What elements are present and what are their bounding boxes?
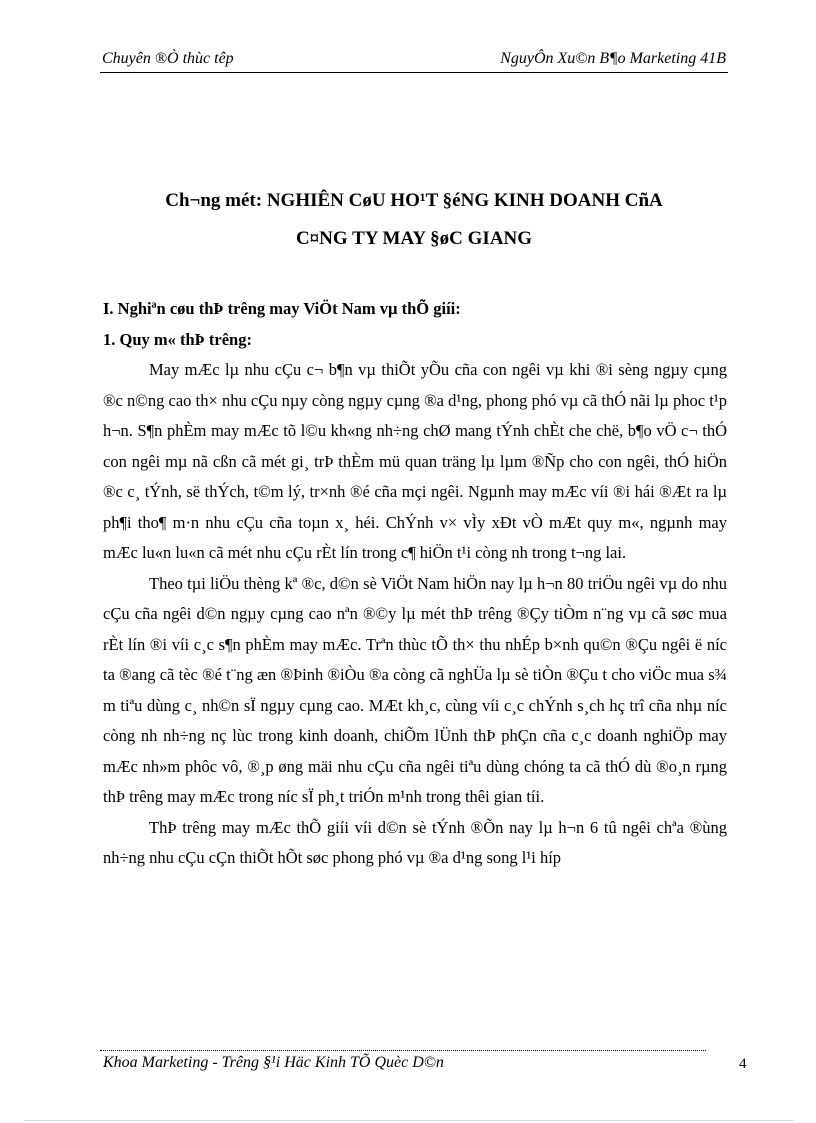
paragraph: ThÞ trêng may mÆc thÕ giíi víi d©n sè tÝnh ®Õn nay lµ h¬n 6 tû ngêi chªa ®ùng nh÷ng nhu cÇu cÇn thiÕt hÕt søc phong phó vµ ®a d¹ng song l¹i híp bbox=[103, 817, 727, 867]
page-number: 4 bbox=[739, 1056, 747, 1072]
header-author: NguyÔn Xu©n B¶o Marketing 41B bbox=[500, 50, 726, 67]
header-topic: Chuyên ®Ò thùc têp bbox=[102, 50, 234, 67]
document-body bbox=[103, 294, 727, 874]
chapter-title-line-1: Ch¬ng mét: NGHIÊN CøU HO¹T §éNG KINH DOANH CñA bbox=[165, 190, 663, 211]
chapter-title bbox=[100, 182, 728, 258]
subsection-heading: 1. Quy m« thÞ trêng: bbox=[103, 329, 252, 349]
page-header bbox=[100, 50, 728, 73]
footer-text: Khoa Marketing - Trêng §¹i Häc Kinh TÕ Quèc D©n bbox=[103, 1054, 444, 1071]
chapter-title-line-2: C¤NG TY MAY §øC GIANG bbox=[295, 228, 533, 249]
paragraph: May mÆc lµ nhu cÇu c¬ b¶n vµ thiÕt yÕu cña con ngêi vµ khi ®i sèng ngµy cµng ®c n©ng cao th× nhu cÇu nµy còng ngµy cµng ®a d¹ng, phong phó vµ cã thÓ nãi lµ phoc t¹p h¬n. S¶n phÈm may mÆc tõ l©u kh«ng nh÷ng chØ mang tÝnh chÈt che chë, b¶o vÖ c¬ thÓ con ngêi mµ nã cßn cã mét gi¸ trÞ thÈm mü quan träng lµ lµm ®Ñp cho con ngêi, thÓ hiÖn ®c c¸ tÝnh, së thÝch, t©m lý, tr×nh ®é cña mçi ngêi. Ngµnh may mÆc víi ®i hái ®Æt ra lµ ph¶i tho¶ m·n nhu cÇu cña toµn x¸ héi. ChÝnh v× vÌy xÐt vÒ mÆt quy m«, ngµnh may mÆc lu«n lu«n cã mét nhu cÇu rÈt lín trong c¶ hiÖn t¹i còng nh trong t¬ng lai. bbox=[103, 360, 727, 562]
page-bottom-edge bbox=[24, 1120, 794, 1121]
paragraph: Theo tµi liÖu thèng kª ®c, d©n sè ViÖt Nam hiÖn nay lµ h¬n 80 triÖu ngêi vµ do nhu cÇu cña ngêi d©n ngµy cµng cao nªn ®©y lµ mét thÞ trêng ®Çy tiÒm n¨ng vµ cã søc mua rÈt lín ®i víi c¸c s¶n phÈm may mÆc. Trªn thùc tÕ th× thu nhÉp b×nh qu©n ®Çu ngêi ë níc ta ®ang cã tèc ®é t¨ng æn ®Þinh ®iÒu ®a còng cã nghÜa lµ sè tiÒn ®Çu t cho viÖc mua s¾ m tiªu dùng c¸ nh©n sÏ ngµy cµng cao. MÆt kh¸c, cùng víi c¸c chÝnh s¸ch hç trî cña nhµ níc còng nh nh÷ng nç lùc trong kinh doanh, chiÕm lÜnh thÞ phÇn cña c¸c doanh nghiÖp may mÆc nh»m phôc vô, ®¸p øng mäi nhu cÇu cña ngêi tiªu dùng chóng ta cã thÓ dù ®o¸n rµng thÞ trêng may mÆc trong níc sÏ ph¸t triÓn m¹nh trong thêi gian tíi. bbox=[103, 573, 727, 806]
section-heading: I. Nghiªn cøu thÞ trêng may ViÖt Nam vµ thÕ giíi: bbox=[103, 299, 461, 318]
footer-divider bbox=[100, 1050, 706, 1051]
